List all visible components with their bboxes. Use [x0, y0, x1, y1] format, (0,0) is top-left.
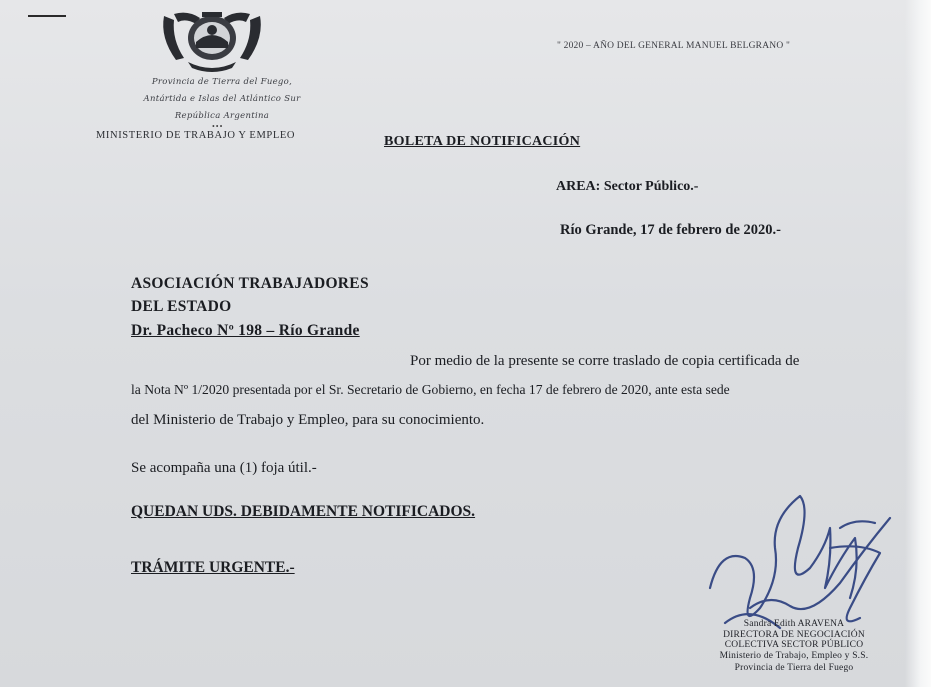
recipient-name-line-2: DEL ESTADO — [131, 298, 232, 315]
urgent-statement: TRÁMITE URGENTE.- — [131, 559, 295, 576]
recipient-name-line-1: ASOCIACIÓN TRABAJADORES — [131, 275, 369, 292]
signatory-role-line-3: Ministerio de Trabajo, Empleo y S.S. — [719, 651, 869, 661]
body-text-line-1: Por medio de la presente se corre traslado de copia certificada de — [410, 353, 800, 369]
body-text-line-2: la Nota Nº 1/2020 presentada por el Sr. Secretario de Gobierno, en fecha 17 de febrero de 2020, ante esta sede — [131, 382, 730, 397]
area-label: AREA: Sector Público.- — [556, 179, 699, 194]
notified-statement: QUEDAN UDS. DEBIDAMENTE NOTIFICADOS. — [131, 503, 476, 520]
header-ornament: ••• — [212, 122, 224, 131]
signatory-role-line-4: Provincia de Tierra del Fuego — [734, 663, 854, 673]
signatory-role-line-1: DIRECTORA DE NEGOCIACIÓN — [723, 630, 865, 640]
province-name-line-1: Provincia de Tierra del Fuego, — [151, 77, 293, 87]
province-name-line-3: República Argentina — [174, 111, 270, 121]
ministry-name: MINISTERIO DE TRABAJO Y EMPLEO — [96, 130, 296, 141]
signatory-role-line-2: COLECTIVA SECTOR PÚBLICO — [724, 640, 864, 650]
document-title: BOLETA DE NOTIFICACIÓN — [384, 134, 581, 149]
recipient-address: Dr. Pacheco Nº 198 – Río Grande — [131, 322, 360, 339]
province-name-line-2: Antártida e Islas del Atlántico Sur — [143, 94, 301, 104]
signatory-name: Sandra Edith ARAVENA — [743, 619, 845, 629]
handwritten-signature-icon — [690, 488, 920, 638]
provincial-coat-of-arms-icon — [158, 8, 266, 76]
body-text-line-3: del Ministerio de Trabajo y Empleo, para su conocimiento. — [131, 412, 485, 428]
scan-edge-highlight — [905, 0, 931, 687]
place-and-date: Río Grande, 17 de febrero de 2020.- — [560, 222, 781, 238]
attachment-note: Se acompaña una (1) foja útil.- — [131, 460, 317, 476]
punch-mark-line — [28, 15, 66, 17]
year-motto: " 2020 – AÑO DEL GENERAL MANUEL BELGRANO " — [557, 41, 791, 51]
